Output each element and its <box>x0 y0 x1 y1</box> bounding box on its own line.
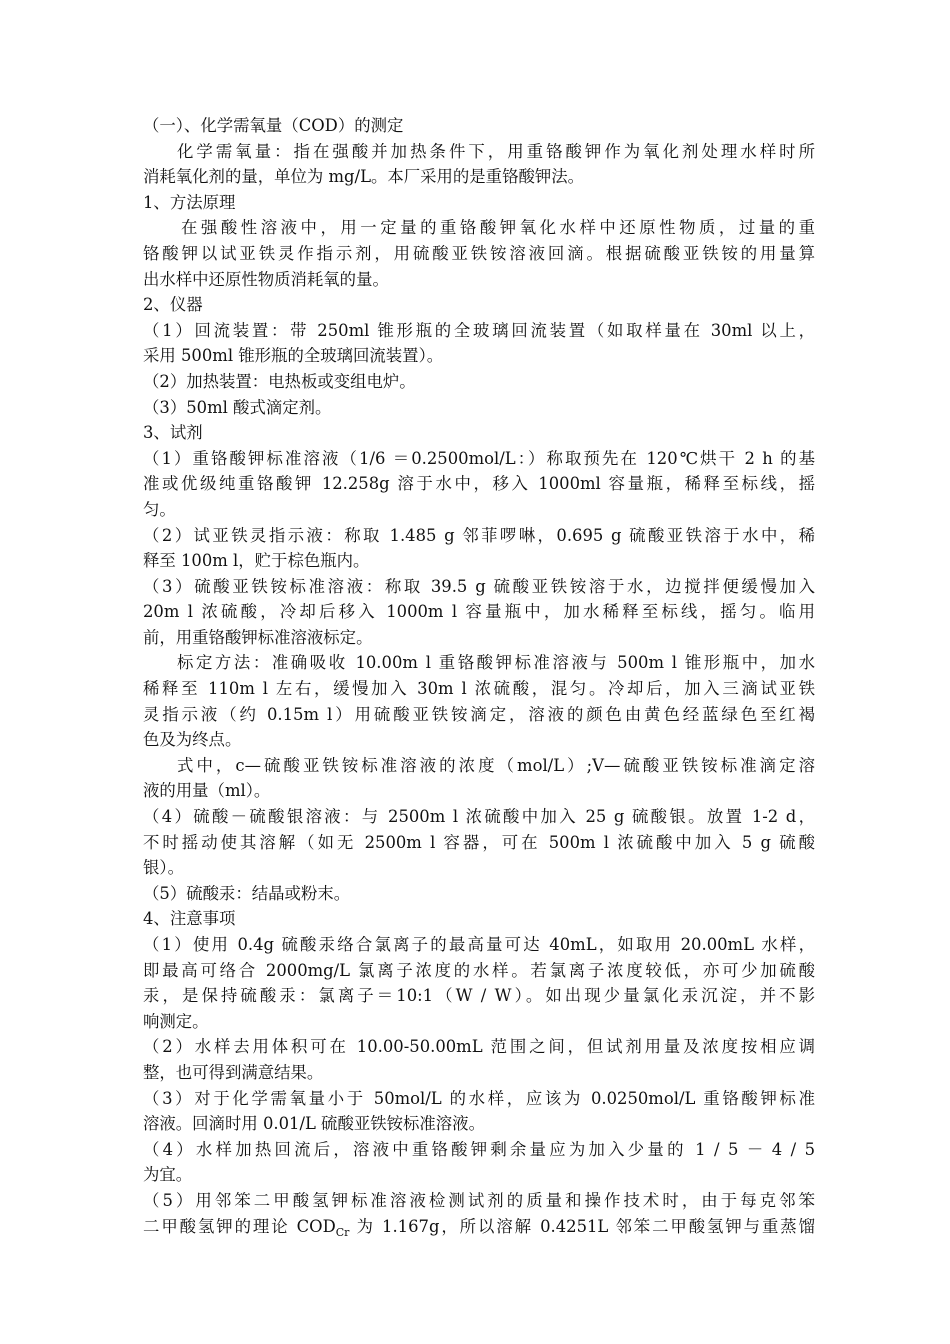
paragraph-line: 采用 500ml 锥形瓶的全玻璃回流装置）。 <box>143 346 444 366</box>
heading: 2、仪器 <box>143 295 203 315</box>
paragraph-line: 溶液。回滴时用 0.01/L 硫酸亚铁铵标准溶液。 <box>143 1114 485 1134</box>
document-body <box>143 113 815 1239</box>
paragraph-line: （5）用邻笨二甲酸氢钾标准溶液检测试剂的质量和操作技术时，由于每克邻笨 <box>143 1190 815 1210</box>
paragraph-line: 出水样中还原性物质消耗氧的量。 <box>143 269 389 289</box>
paragraph-line: 20m l 浓硫酸，冷却后移入 1000m l 容量瓶中，加水稀释至标线，摇匀。临用 <box>143 602 815 622</box>
paragraph-line: （1）回流装置：带 250ml 锥形瓶的全玻璃回流装置（如取样量在 30ml 以上， <box>143 320 815 340</box>
paragraph-line: （4）水样加热回流后，溶液中重铬酸钾剩余量应为加入少量的 1 / 5 － 4 / 5 <box>143 1139 815 1159</box>
paragraph-line: 整，也可得到满意结果。 <box>143 1062 324 1082</box>
paragraph-line: 汞，是保持硫酸汞：氯离子＝10:1（W / W）。如出现少量氯化汞沉淀，并不影 <box>143 986 815 1006</box>
paragraph-line: 液的用量（ml）。 <box>143 781 271 801</box>
paragraph-line: 消耗氧化剂的量，单位为 mg/L。本厂采用的是重铬酸钾法。 <box>143 167 585 187</box>
paragraph-line: 铬酸钾以试亚铁灵作指示剂，用硫酸亚铁铵溶液回滴。根据硫酸亚铁铵的用量算 <box>143 243 815 263</box>
heading: 4、注意事项 <box>143 909 236 929</box>
subscript: Cr <box>335 1225 350 1239</box>
paragraph-line: 为宜。 <box>143 1165 193 1185</box>
paragraph-line: 准或优级纯重铬酸钾 12.258g 溶于水中，移入 1000ml 容量瓶，稀释至标线，摇 <box>143 474 815 494</box>
paragraph-line: （3）50ml 酸式滴定剂。 <box>143 397 332 417</box>
text-segment: 为 1.167g，所以溶解 0.4251L 邻笨二甲酸氢钾与重蒸馏 <box>349 1216 815 1236</box>
paragraph-line: 色及为终点。 <box>143 730 242 750</box>
paragraph-line: 匀。 <box>143 499 176 519</box>
paragraph-line: （5）硫酸汞：结晶或粉末。 <box>143 883 351 903</box>
text-segment: 二甲酸氢钾的理论 COD <box>143 1216 336 1236</box>
paragraph-line: （1）使用 0.4g 硫酸汞络合氯离子的最高量可达 40mL，如取用 20.00mL 水样， <box>143 935 815 954</box>
paragraph-line: （2）试亚铁灵指示液：称取 1.485 g 邻菲啰啉，0.695 g 硫酸亚铁溶于水中，稀 <box>143 525 815 545</box>
paragraph-line: 灵指示液（约 0.15m l）用硫酸亚铁铵滴定，溶液的颜色由黄色经蓝绿色至红褐 <box>143 704 815 724</box>
paragraph-line: （3）硫酸亚铁铵标准溶液：称取 39.5 g 硫酸亚铁铵溶于水，边搅拌便缓慢加入 <box>143 576 815 596</box>
section-title: （一）、化学需氧量（COD）的测定 <box>143 116 404 135</box>
paragraph-line: 释至 100m l，贮于棕色瓶内。 <box>143 551 370 571</box>
paragraph-line: 式中，c—硫酸亚铁铵标准溶液的浓度（mol/L）;V—硫酸亚铁铵标准滴定溶 <box>177 755 815 775</box>
paragraph-line: 在强酸性溶液中，用一定量的重铬酸钾氧化水样中还原性物质，过量的重 <box>181 218 815 238</box>
paragraph-line: 响测定。 <box>143 1011 209 1031</box>
paragraph-line: （4）硫酸－硫酸银溶液：与 2500m l 浓硫酸中加入 25 g 硫酸银。放置 1-2 d， <box>143 807 815 827</box>
paragraph-line: 化学需氧量：指在强酸并加热条件下，用重铬酸钾作为氧化剂处理水样时所 <box>177 141 815 161</box>
paragraph-line: 银）。 <box>143 858 184 878</box>
paragraph-line: 不时摇动使其溶解（如无 2500m l 容器，可在 500m l 浓硫酸中加入 5 g 硫酸 <box>143 832 815 852</box>
paragraph-line: （3）对于化学需氧量小于 50mol/L 的水样，应该为 0.0250mol/L 重铬酸钾标准 <box>143 1088 815 1108</box>
paragraph-line: 即最高可络合 2000mg/L 氯离子浓度的水样。若氯离子浓度较低，亦可少加硫酸 <box>143 960 815 980</box>
paragraph-line: （2）水样去用体积可在 10.00-50.00mL 范围之间，但试剂用量及浓度按相应调 <box>143 1037 815 1057</box>
heading: 3、试剂 <box>143 423 203 443</box>
paragraph-line-with-subscript <box>143 1214 815 1240</box>
paragraph-line: （2）加热装置：电热板或变组电炉。 <box>143 371 416 391</box>
paragraph-line: 稀释至 110m l 左右，缓慢加入 30m l 浓硫酸，混匀。冷却后，加入三滴试亚铁 <box>143 679 815 699</box>
paragraph-line: 标定方法：准确吸收 10.00m l 重铬酸钾标准溶液与 500m l 锥形瓶中，加水 <box>177 653 815 673</box>
paragraph-line: 前，用重铬酸钾标准溶液标定。 <box>143 627 373 647</box>
paragraph-line: （1）重铬酸钾标准溶液（1/6 ＝0.2500mol/L：）称取预先在 120℃烘干 2 h 的基 <box>143 448 815 468</box>
heading: 1、方法原理 <box>143 192 236 212</box>
